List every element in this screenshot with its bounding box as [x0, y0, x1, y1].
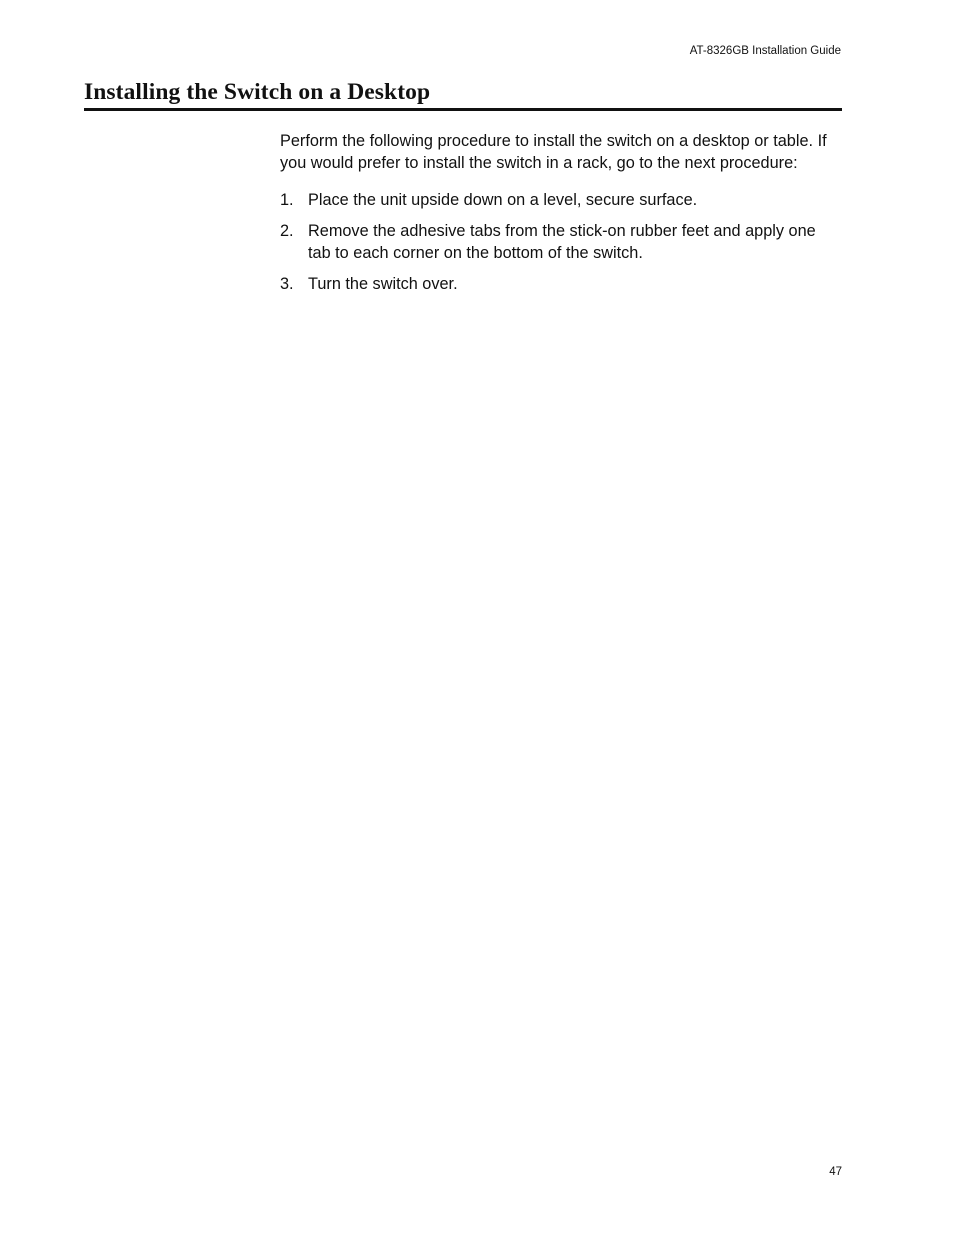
- step-number: 1.: [280, 191, 294, 209]
- step-number: 2.: [280, 222, 294, 240]
- section-body: [280, 130, 840, 304]
- procedure-step: [280, 189, 840, 211]
- procedure-step: [280, 220, 840, 264]
- section-title: Installing the Switch on a Desktop: [84, 79, 431, 105]
- intro-paragraph: Perform the following procedure to install the switch on a desktop or table. If you would prefer to install the switch in a rack, go to the next procedure:: [280, 132, 827, 172]
- procedure-steps: [280, 189, 840, 295]
- running-header: AT-8326GB Installation Guide: [689, 45, 841, 57]
- step-text: Remove the adhesive tabs from the stick-on rubber feet and apply one tab to each corner on the bottom of the switch.: [308, 222, 816, 262]
- page-number: 47: [829, 1166, 842, 1178]
- procedure-step: [280, 273, 840, 295]
- step-text: Turn the switch over.: [308, 275, 458, 293]
- title-rule: [84, 108, 842, 111]
- step-text: Place the unit upside down on a level, secure surface.: [308, 191, 698, 209]
- step-number: 3.: [280, 275, 294, 293]
